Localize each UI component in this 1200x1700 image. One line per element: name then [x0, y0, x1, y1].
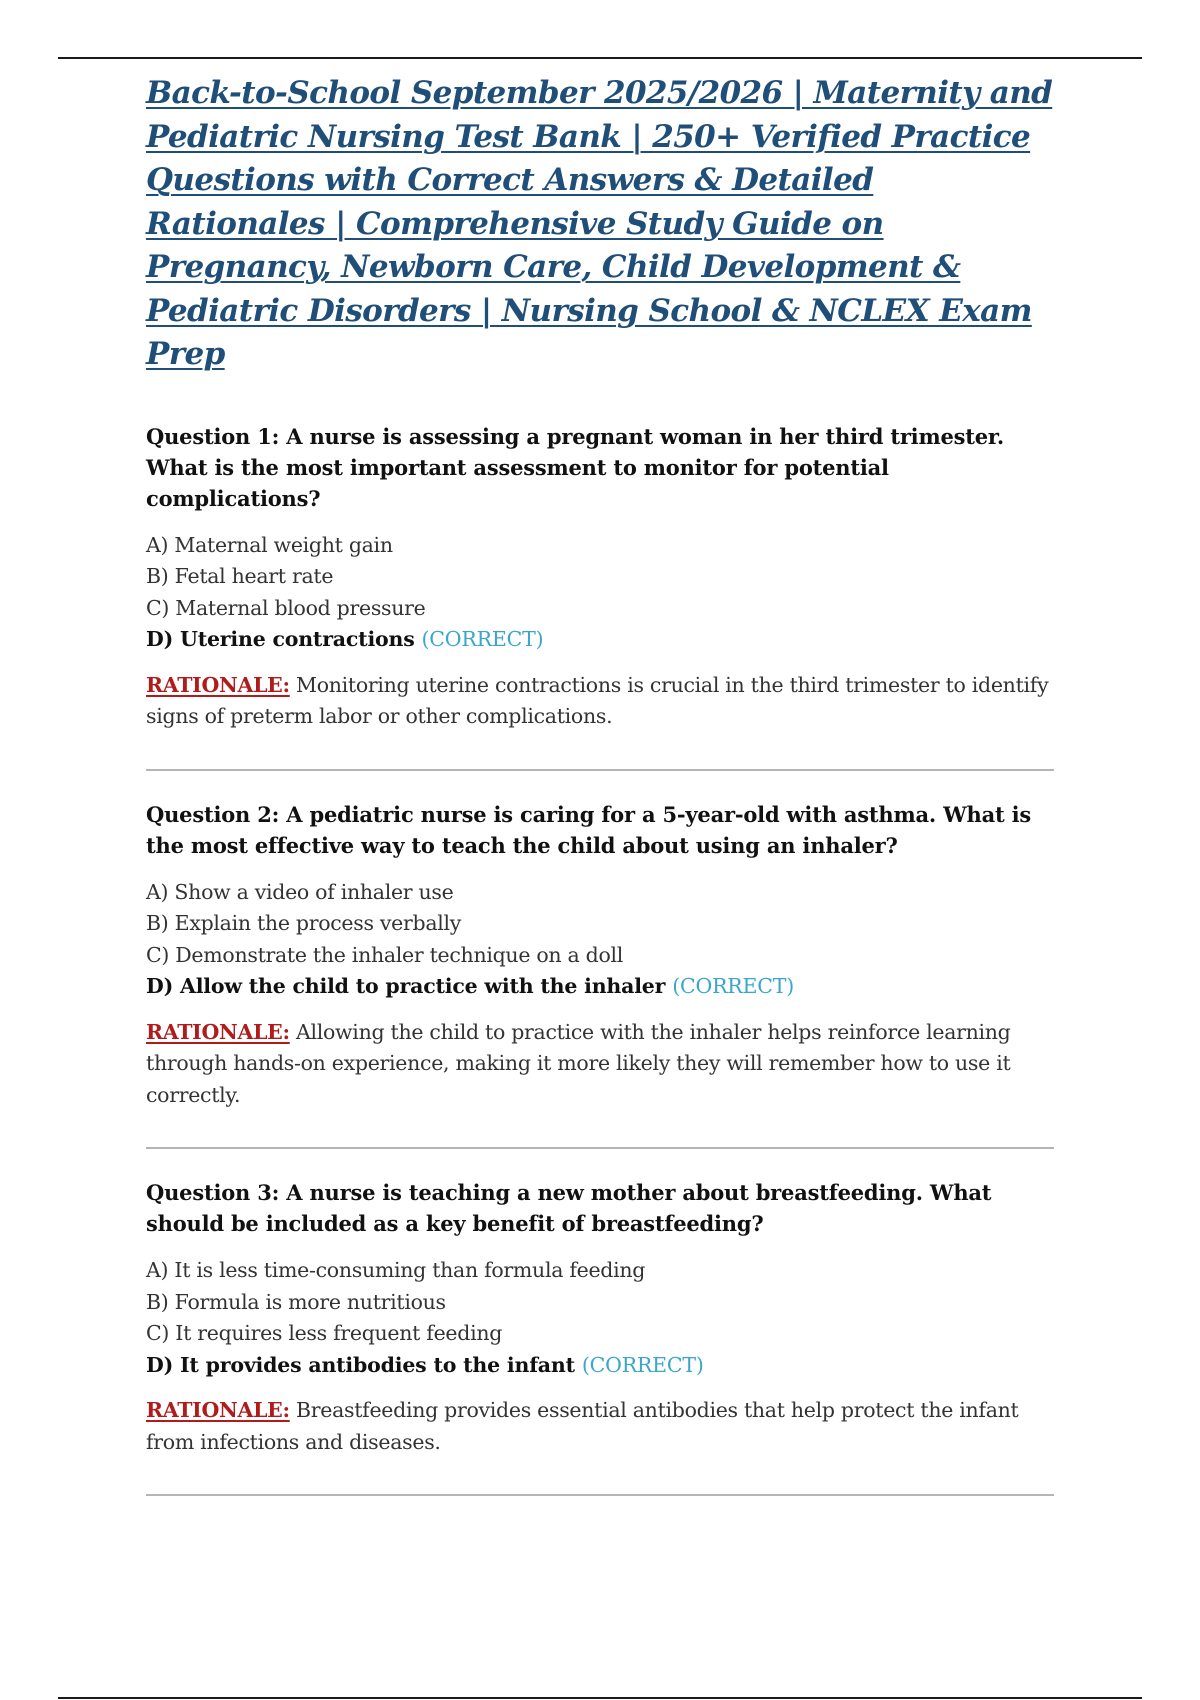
page-top-rule	[58, 57, 1142, 59]
document-title[interactable]: Back-to-School September 2025/2026 | Maternity and Pediatric Nursing Test Bank | 250+ Verified Practice Questions with Correct Answers & Detailed Rationales | Comprehensive Study Guide on Pregnancy, Newborn Care, Child Development & Pediatric Disorders | Nursing School & NCLEX Exam Prep	[146, 75, 1053, 372]
document-body	[146, 72, 1056, 1496]
question-block-3	[146, 1177, 1056, 1496]
rationale	[146, 670, 1056, 733]
correct-answer-text: D) Uterine contractions	[146, 627, 415, 651]
answer-options	[146, 1255, 1056, 1381]
correct-marker: (CORRECT)	[421, 627, 544, 651]
correct-answer-text: D) Allow the child to practice with the inhaler	[146, 974, 666, 998]
answer-options	[146, 877, 1056, 1003]
answer-options	[146, 530, 1056, 656]
answer-option-b: B) Fetal heart rate	[146, 564, 334, 588]
rationale-label: RATIONALE:	[146, 672, 290, 697]
answer-option-c: C) It requires less frequent feeding	[146, 1321, 503, 1345]
question-divider	[146, 1494, 1054, 1496]
rationale-text: Monitoring uterine contractions is crucial in the third trimester to identify signs of preterm labor or other complications.	[146, 672, 1049, 728]
answer-option-c: C) Maternal blood pressure	[146, 595, 426, 620]
answer-option-a: A) Show a video of inhaler use	[146, 879, 454, 904]
question-divider	[146, 1147, 1054, 1149]
question-block-1	[146, 421, 1056, 771]
question-divider	[146, 769, 1054, 771]
question-block-2	[146, 799, 1056, 1150]
rationale-label: RATIONALE:	[146, 1019, 290, 1044]
page-bottom-rule	[58, 1697, 1142, 1699]
answer-option-c: C) Demonstrate the inhaler technique on a doll	[146, 942, 624, 967]
answer-option-b: B) Formula is more nutritious	[146, 1289, 446, 1314]
question-text: Question 2: A pediatric nurse is caring for a 5-year-old with asthma. What is the most effective way to teach the child about using an inhaler?	[146, 801, 1031, 858]
answer-option-b: B) Explain the process verbally	[146, 911, 462, 935]
question-text: Question 1: A nurse is assessing a pregnant woman in her third trimester. What is the most important assessment to monitor for potential complications?	[146, 423, 1004, 511]
answer-option-d-correct	[146, 1350, 1056, 1382]
rationale	[146, 1395, 1056, 1458]
rationale-label: RATIONALE:	[146, 1398, 290, 1422]
rationale-text: Breastfeeding provides essential antibodies that help protect the infant from infections and diseases.	[146, 1398, 1019, 1454]
answer-option-d-correct	[146, 624, 1056, 656]
question-text: Question 3: A nurse is teaching a new mother about breastfeeding. What should be included as a key benefit of breastfeeding?	[146, 1180, 992, 1236]
correct-marker: (CORRECT)	[581, 1352, 704, 1377]
answer-option-a: A) Maternal weight gain	[146, 532, 393, 557]
rationale-text: Allowing the child to practice with the inhaler helps reinforce learning through hands-on experience, making it more likely they will remember how to use it correctly.	[146, 1019, 1011, 1107]
answer-option-a: A) It is less time-consuming than formula feeding	[146, 1258, 646, 1282]
answer-option-d-correct	[146, 971, 1056, 1003]
correct-marker: (CORRECT)	[672, 974, 795, 998]
rationale	[146, 1017, 1056, 1112]
correct-answer-text: D) It provides antibodies to the infant	[146, 1352, 575, 1377]
